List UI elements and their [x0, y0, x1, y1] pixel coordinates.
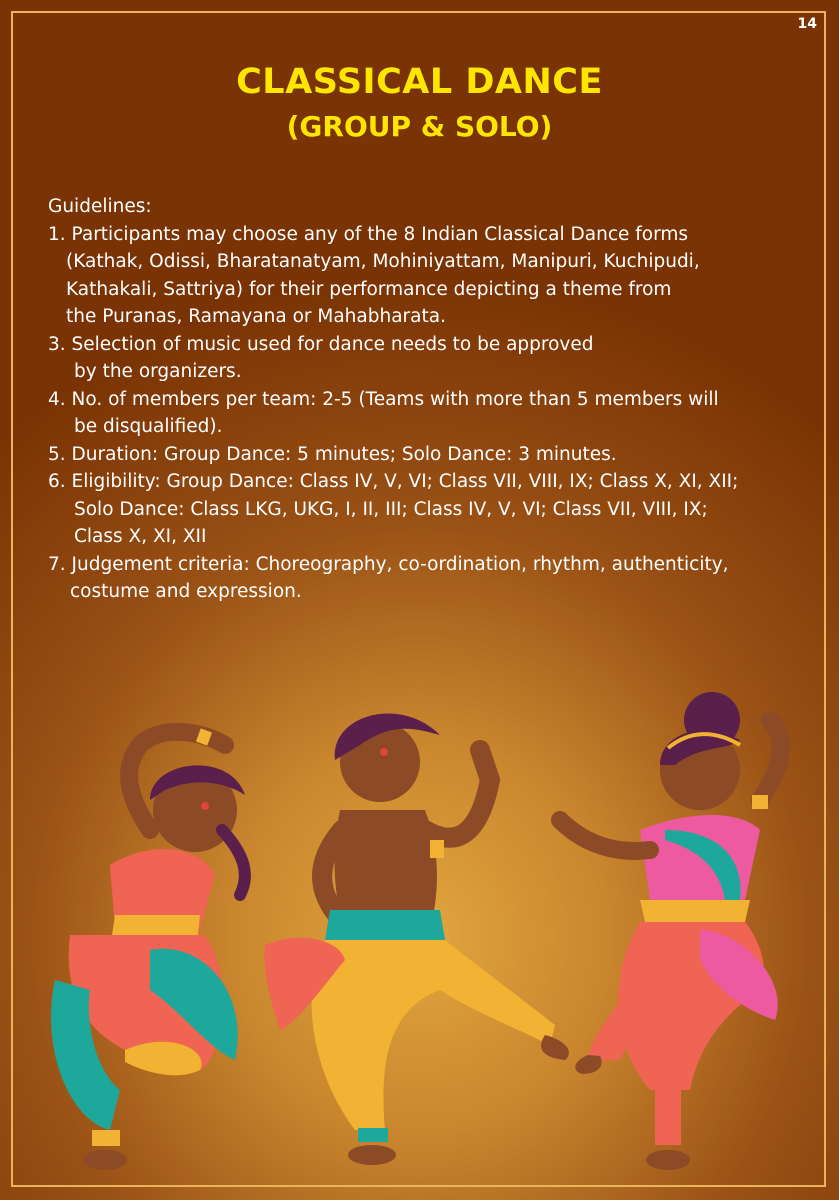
guidelines-label: Guidelines: [48, 196, 152, 217]
guideline-line: Class X, XI, XII [74, 526, 207, 547]
guideline-line: 4. No. of members per team: 2-5 (Teams with more than 5 members will [48, 388, 719, 410]
guideline-line: the Puranas, Ramayana or Mahabharata. [66, 306, 446, 327]
guideline-line: Solo Dance: Class LKG, UKG, I, II, III; Class IV, V, VI; Class VII, VIII, IX; [74, 498, 708, 520]
page-title: CLASSICAL DANCE [236, 62, 603, 102]
guideline-line: Kathakali, Sattriya) for their performance depicting a theme from [66, 278, 672, 300]
guideline-line: costume and expression. [70, 581, 302, 602]
guideline-line: 3. Selection of music used for dance needs to be approved [48, 333, 594, 355]
guideline-line: 7. Judgement criteria: Choreography, co-ordination, rhythm, authenticity, [48, 553, 729, 575]
guideline-line: 1. Participants may choose any of the 8 Indian Classical Dance forms [48, 223, 689, 245]
guideline-line: by the organizers. [74, 361, 242, 382]
page-subtitle: (GROUP & SOLO) [286, 110, 553, 143]
center-dancer-figure [264, 713, 569, 1165]
right-dancer-figure [560, 692, 781, 1170]
guideline-line: 5. Duration: Group Dance: 5 minutes; Solo Dance: 3 minutes. [48, 443, 617, 465]
left-dancer-figure [51, 728, 245, 1170]
guideline-line: be disqualified). [74, 416, 223, 437]
guidelines-block [48, 193, 808, 606]
guideline-line: 6. Eligibility: Group Dance: Class IV, V, VI; Class VII, VIII, IX; Class X, XI, XII; [48, 471, 739, 492]
guideline-line: (Kathak, Odissi, Bharatanatyam, Mohiniyattam, Manipuri, Kuchipudi, [66, 251, 700, 272]
page-number: 14 [797, 16, 817, 32]
dancers-illustration [0, 690, 839, 1200]
